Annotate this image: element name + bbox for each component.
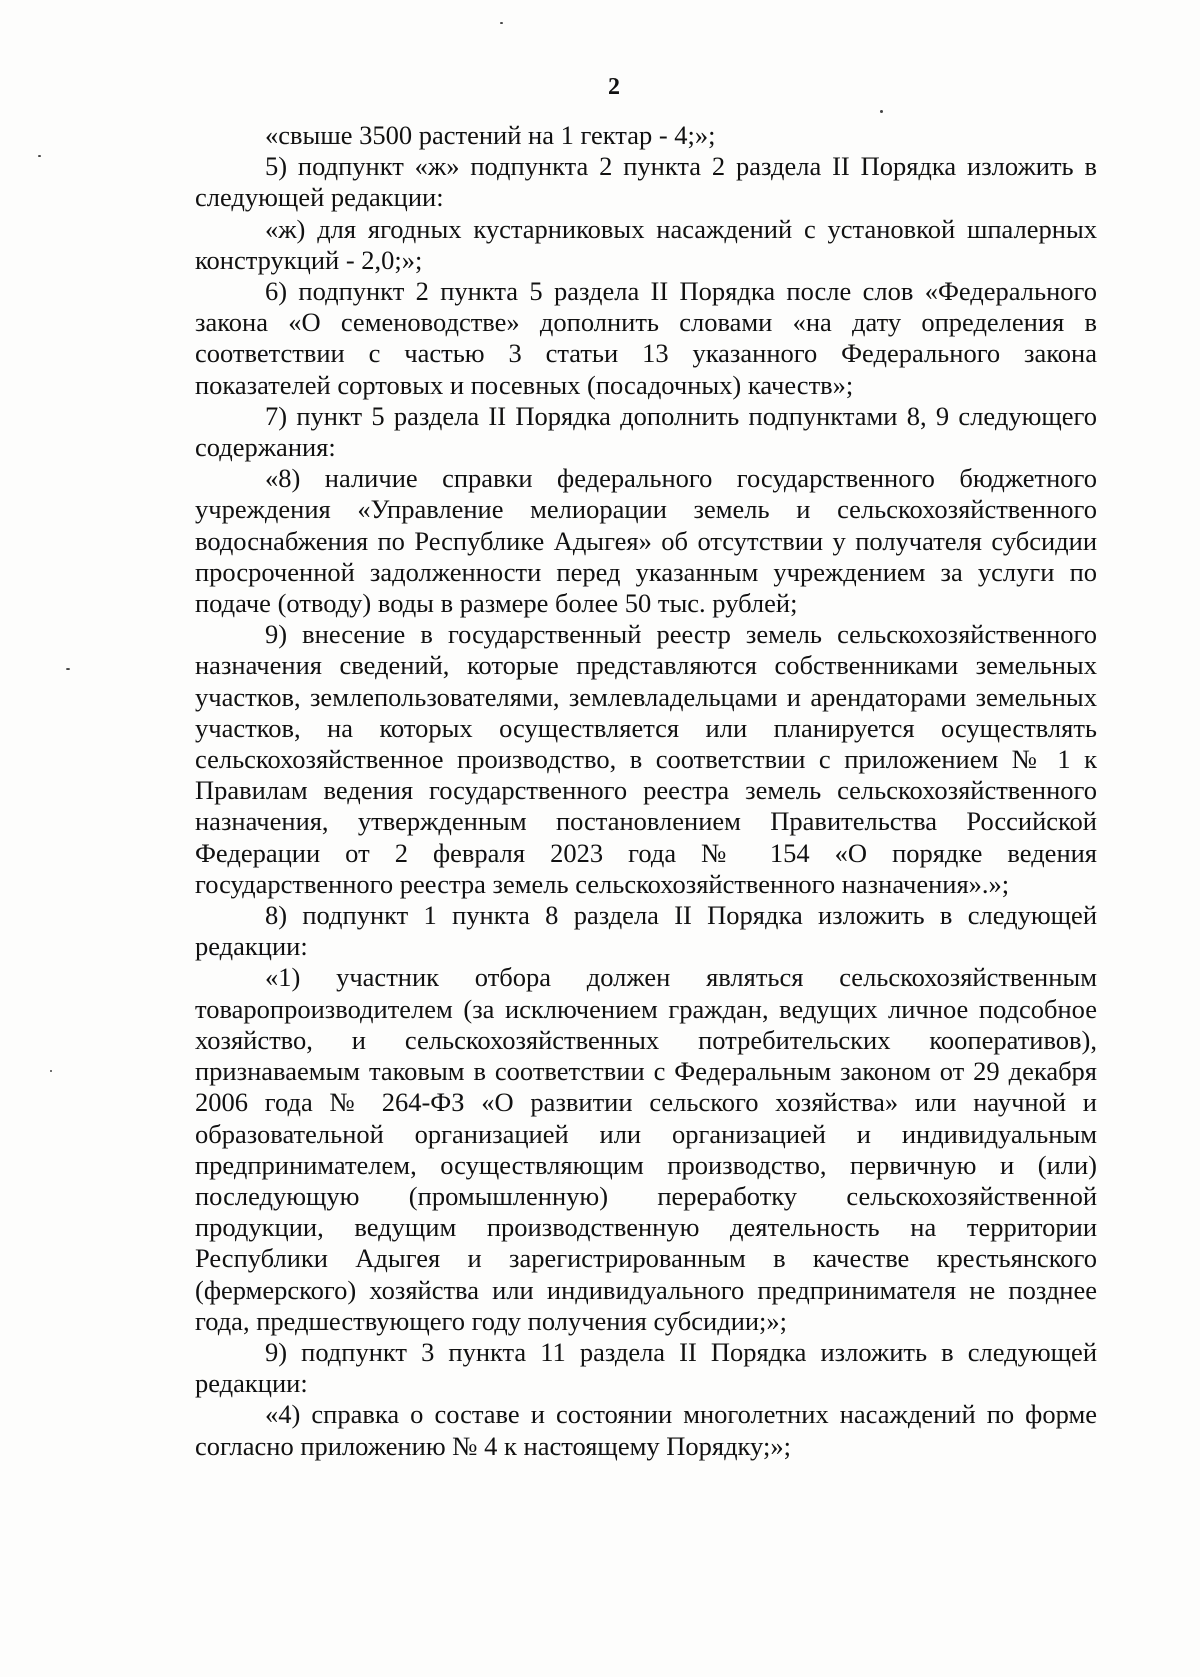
paragraph-6: «8) наличие справки федерального государственного бюджетного учреждения «Управление мелиорации земель и сельскохозяйственного водоснабжения по Республике Адыгея» об отсутствии у получателя субсидии просроченной задолженности перед указанным учреждением за услуги по подаче (отводу) воды в размере более 50 тыс. рублей; <box>195 463 1097 619</box>
page-number: 2 <box>608 74 620 100</box>
paragraph-10: 9) подпункт 3 пункта 11 раздела II Порядка изложить в следующей редакции: <box>195 1336 1097 1399</box>
scan-speck <box>50 1070 52 1072</box>
paragraph-7: 9) внесение в государственный реестр земель сельскохозяйственного назначения сведений, которые представляются собственниками земельных участков, землепользователями, землевладельцами и арендаторами земельных участков, на которых осуществляется или планируется осуществлять сельскохозяйственное производство, в соответствии с приложением № 1 к Правилам ведения государственного реестра земель сельскохозяйственного назначения, утвержденным постановлением Правительства Российской Федерации от 2 февраля 2023 года № 154 «О порядке ведения государственного реестра земель сельскохозяйственного назначения».»; <box>195 619 1097 899</box>
paragraph-2: 5) подпункт «ж» подпункта 2 пункта 2 раздела II Порядка изложить в следующей редакции: <box>195 151 1097 213</box>
document-body <box>195 120 1097 1462</box>
paragraph-8: 8) подпункт 1 пункта 8 раздела II Порядка изложить в следующей редакции: <box>195 900 1097 962</box>
paragraph-5: 7) пункт 5 раздела II Порядка дополнить подпунктами 8, 9 следующего содержания: <box>195 400 1097 463</box>
scan-speck <box>66 668 70 670</box>
scan-speck <box>500 22 503 24</box>
paragraph-11: «4) справка о составе и состоянии многолетних насаждений по форме согласно приложению № 4 к настоящему Порядку;»; <box>195 1399 1097 1461</box>
scan-speck <box>880 110 883 113</box>
paragraph-3: «ж) для ягодных кустарниковых насаждений с установкой шпалерных конструкций - 2,0;»; <box>195 213 1097 275</box>
paragraph-9: «1) участник отбора должен являться сельскохозяйственным товаропроизводителем (за исключением граждан, ведущих личное подсобное хозяйство, и сельскохозяйственных потребительских кооперативов), признаваемым таковым в соответствии с Федеральным законом от 29 декабря 2006 года № 264-ФЗ «О развитии сельского хозяйства» или научной и образовательной организацией или организацией и индивидуальным предпринимателем, осуществляющим производство, первичную и (или) последующую (промышленную) переработку сельскохозяйственной продукции, ведущим производственную деятельность на территории Республики Адыгея и зарегистрированным в качестве крестьянского (фермерского) хозяйства или индивидуального предпринимателя не позднее года, предшествующего году получения субсидии;»; <box>195 962 1097 1336</box>
paragraph-4: 6) подпункт 2 пункта 5 раздела II Порядка после слов «Федерального закона «О семеноводстве» дополнить словами «на дату определения в соответствии с частью 3 статьи 13 указанного Федерального закона показателей сортовых и посевных (посадочных) качеств»; <box>195 276 1097 400</box>
paragraph-1: «свыше 3500 растений на 1 гектар - 4;»; <box>265 120 716 150</box>
scan-speck <box>38 155 41 157</box>
